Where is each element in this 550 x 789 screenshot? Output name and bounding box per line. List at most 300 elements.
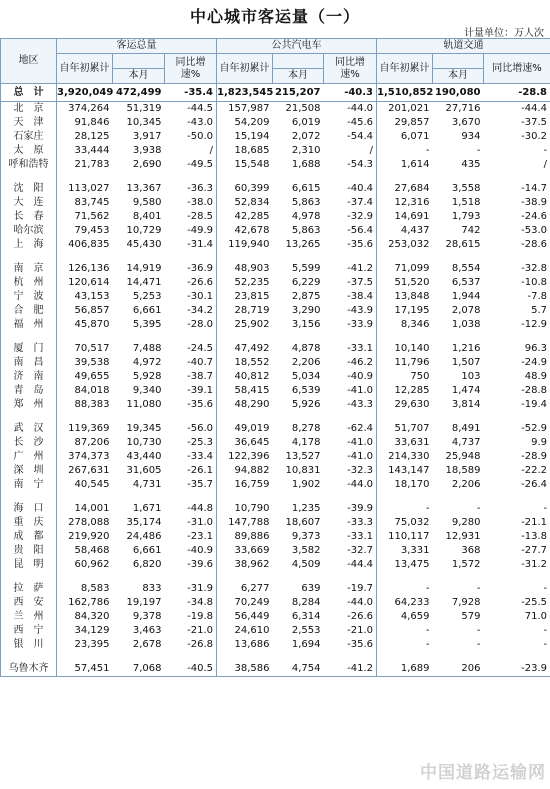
bus-yoy-cell: -35.6 [324,638,377,652]
region-name: 南 宁 [1,478,57,492]
bus-month-cell: 6,314 [291,611,321,622]
rail-month-cell: 1,793 [451,211,481,222]
rail-ytd-cell: 6,071 [400,131,430,142]
bus-ytd-cell: 48,290 [234,399,270,410]
total-ytd-cell: 45,870 [74,319,110,330]
bus-ytd-cell: 36,645 [234,437,270,448]
table-row [1,436,550,450]
total-yoy-cell: -26.8 [165,638,217,652]
rail-yoy-cell: - [484,144,550,158]
total-month-cell: 2,678 [132,639,162,650]
region-name: 拉 萨 [1,582,57,596]
region-name: 武 汉 [1,422,57,436]
total-ytd-cell: 374,264 [68,103,110,114]
rail-month-cell: - [476,583,481,594]
rail-ytd-cell: 4,659 [400,611,430,622]
table-row [1,398,550,412]
bus-month-cell: 4,754 [291,663,321,674]
bus-month-cell: 6,615 [291,183,321,194]
total-month-cell: 9,378 [132,611,162,622]
rail-yoy-cell: -14.7 [484,182,550,196]
bus-yoy-cell: -44.0 [324,102,377,117]
table-row [1,370,550,384]
total-month-cell: 10,729 [126,225,162,236]
total-ytd-cell: 14,001 [74,503,110,514]
total-month-cell: 5,253 [132,291,162,302]
rail-ytd-cell: 33,631 [394,437,430,448]
rail-month-cell: 3,814 [451,399,481,410]
total-ytd-cell: 113,027 [68,183,110,194]
bus-month-cell: 3,290 [291,305,321,316]
rail-ytd-cell: 75,032 [394,517,430,528]
rail-ytd-cell: 1,510,852 [377,84,433,102]
rail-month-cell: 18,589 [445,465,481,476]
region-name: 昆 明 [1,558,57,572]
row-spacer [1,332,550,342]
bus-ytd-cell: 60,399 [234,183,270,194]
region-name: 长 春 [1,210,57,224]
rail-yoy-cell: -53.0 [484,224,550,238]
total-yoy-cell: -26.6 [165,276,217,290]
rail-ytd-cell: 214,330 [388,451,430,462]
table-row [1,210,550,224]
region-name: 上 海 [1,238,57,252]
region-name: 哈尔滨 [1,224,57,238]
rail-yoy-cell: - [484,502,550,516]
bus-yoy-cell: -41.0 [324,450,377,464]
region-name: 石家庄 [1,130,57,144]
rail-month-cell: 1,474 [451,385,481,396]
bus-yoy-cell: -21.0 [324,624,377,638]
bus-month-cell: 1,902 [291,479,321,490]
row-spacer [1,572,550,582]
bus-ytd-cell: 54,209 [234,117,270,128]
region-name: 银 川 [1,638,57,652]
table-row [1,464,550,478]
rail-ytd-cell: 201,021 [388,103,430,114]
total-yoy-cell: -21.0 [165,624,217,638]
bus-ytd-cell: 38,962 [234,559,270,570]
region-name: 西 宁 [1,624,57,638]
header-bus-group: 公共汽电车 [217,39,377,54]
header-bus-month: 本月 [273,69,324,84]
rail-ytd-cell: 18,170 [394,479,430,490]
table-row [1,638,550,652]
rail-month-cell: 1,518 [451,197,481,208]
rail-month-cell: 934 [461,131,481,142]
table-row [1,304,550,318]
bus-ytd-cell: 52,235 [234,277,270,288]
rail-yoy-cell: -22.2 [484,464,550,478]
rail-yoy-cell: -28.9 [484,450,550,464]
total-ytd-cell: 406,835 [68,239,110,250]
rail-ytd-cell: - [425,625,430,636]
header-total-month: 本月 [113,69,165,84]
total-row [1,84,550,102]
total-ytd-cell: 267,631 [68,465,110,476]
bus-month-cell: 2,310 [291,145,321,156]
bus-yoy-cell: -33.9 [324,318,377,332]
rail-ytd-cell: 27,684 [394,183,430,194]
rail-ytd-cell: 8,346 [400,319,430,330]
rail-ytd-cell: 750 [410,371,430,382]
table-row [1,196,550,210]
total-ytd-cell: 8,583 [80,583,110,594]
bus-yoy-cell: -56.4 [324,224,377,238]
bus-yoy-cell: -33.1 [324,530,377,544]
total-month-cell: 4,731 [132,479,162,490]
rail-month-cell: 1,216 [451,343,481,354]
rail-month-cell: 3,670 [451,117,481,128]
bus-yoy-cell: -62.4 [324,422,377,436]
total-month-cell: 2,690 [132,159,162,170]
total-yoy-cell: -28.5 [165,210,217,224]
bus-ytd-cell: 119,940 [228,239,270,250]
bus-ytd-cell: 18,552 [234,357,270,368]
bus-month-cell: 6,539 [291,385,321,396]
region-name: 杭 州 [1,276,57,290]
header-spacer [113,54,165,69]
table-row [1,544,550,558]
rail-yoy-cell: -28.6 [484,238,550,252]
table-row [1,144,550,158]
total-ytd-cell: 84,320 [74,611,110,622]
total-yoy-cell: -40.9 [165,544,217,558]
total-yoy-cell: -50.0 [165,130,217,144]
rail-yoy-cell: -30.2 [484,130,550,144]
region-name: 呼和浩特 [1,158,57,172]
region-name: 深 圳 [1,464,57,478]
bus-month-cell: 1,694 [291,639,321,650]
rail-yoy-cell: -37.5 [484,116,550,130]
bus-ytd-cell: 70,249 [234,597,270,608]
rail-month-cell: 25,948 [445,451,481,462]
rail-yoy-cell: - [484,638,550,652]
total-month-cell: 4,972 [132,357,162,368]
rail-month-cell: 1,507 [451,357,481,368]
bus-yoy-cell: -44.4 [324,558,377,572]
table-row [1,516,550,530]
rail-yoy-cell: 9.9 [484,436,550,450]
total-ytd-cell: 28,125 [74,131,110,142]
total-yoy-cell: -23.1 [165,530,217,544]
bus-month-cell: 13,527 [285,451,321,462]
total-ytd-cell: 374,373 [68,451,110,462]
region-name: 总 计 [1,84,57,102]
rail-month-cell: 7,928 [451,597,481,608]
bus-yoy-cell: -32.9 [324,210,377,224]
bus-month-cell: 13,265 [285,239,321,250]
total-ytd-cell: 79,453 [74,225,110,236]
passenger-volume-table [0,38,550,677]
rail-yoy-cell: -28.8 [484,384,550,398]
total-yoy-cell: -44.8 [165,502,217,516]
bus-ytd-cell: 122,396 [228,451,270,462]
total-ytd-cell: 91,846 [74,117,110,128]
bus-month-cell: 3,156 [291,319,321,330]
bus-yoy-cell: -37.4 [324,196,377,210]
header-region: 地区 [1,39,57,84]
total-yoy-cell: -26.1 [165,464,217,478]
region-name: 南 京 [1,262,57,276]
table-row [1,610,550,624]
total-yoy-cell: -36.9 [165,262,217,276]
rail-yoy-cell: -10.8 [484,276,550,290]
table-body [1,84,550,677]
rail-yoy-cell: -12.9 [484,318,550,332]
bus-ytd-cell: 47,492 [234,343,270,354]
bus-ytd-cell: 33,669 [234,545,270,556]
region-name: 西 安 [1,596,57,610]
bus-ytd-cell: 24,610 [234,625,270,636]
rail-month-cell: 12,931 [445,531,481,542]
total-month-cell: 7,488 [132,343,162,354]
rail-month-cell: 1,038 [451,319,481,330]
total-month-cell: 6,661 [132,545,162,556]
bus-yoy-cell: -41.0 [324,436,377,450]
total-ytd-cell: 70,517 [74,343,110,354]
bus-month-cell: 4,878 [291,343,321,354]
bus-yoy-cell: -35.6 [324,238,377,252]
rail-month-cell: 2,078 [451,305,481,316]
table-row [1,224,550,238]
total-ytd-cell: 162,786 [68,597,110,608]
table-row [1,318,550,332]
total-yoy-cell: -43.0 [165,116,217,130]
rail-yoy-cell: -23.9 [484,662,550,677]
table-row [1,502,550,516]
bus-month-cell: 5,926 [291,399,321,410]
rail-yoy-cell: 5.7 [484,304,550,318]
table-row [1,384,550,398]
bus-yoy-cell: -43.3 [324,398,377,412]
rail-ytd-cell: 29,630 [394,399,430,410]
bus-month-cell: 1,235 [291,503,321,514]
table-header [1,39,550,84]
rail-month-cell: - [476,145,481,156]
rail-month-cell: 1,572 [451,559,481,570]
bus-month-cell: 21,508 [285,103,321,114]
total-ytd-cell: 56,857 [74,305,110,316]
rail-month-cell: 3,558 [451,183,481,194]
rail-ytd-cell: - [425,503,430,514]
bus-ytd-cell: 13,686 [234,639,270,650]
rail-ytd-cell: 13,848 [394,291,430,302]
total-month-cell: 6,820 [132,559,162,570]
header-total-ytd: 自年初累计 [57,54,113,84]
rail-yoy-cell: 71.0 [484,610,550,624]
region-name: 沈 阳 [1,182,57,196]
total-yoy-cell: -19.8 [165,610,217,624]
total-yoy-cell: -31.4 [165,238,217,252]
total-yoy-cell: -36.3 [165,182,217,196]
rail-ytd-cell: 4,437 [400,225,430,236]
table-row [1,116,550,130]
total-month-cell: 3,938 [132,145,162,156]
rail-ytd-cell: 1,689 [400,663,430,674]
rail-month-cell: 4,737 [451,437,481,448]
total-ytd-cell: 3,920,049 [57,84,113,102]
rail-yoy-cell: -27.7 [484,544,550,558]
rail-ytd-cell: 14,691 [394,211,430,222]
bus-yoy-cell: -40.9 [324,370,377,384]
total-ytd-cell: 60,962 [74,559,110,570]
bus-month-cell: 215,207 [273,84,324,102]
bus-ytd-cell: 1,823,545 [217,84,273,102]
rail-month-cell: 27,716 [445,103,481,114]
rail-month-cell: - [476,503,481,514]
bus-month-cell: 5,863 [291,225,321,236]
bus-yoy-cell: -38.4 [324,290,377,304]
bus-yoy-cell: -41.2 [324,662,377,677]
total-month-cell: 43,440 [126,451,162,462]
region-name: 厦 门 [1,342,57,356]
total-month-cell: 14,471 [126,277,162,288]
rail-ytd-cell: 12,316 [394,197,430,208]
table-row [1,102,550,117]
bus-month-cell: 2,875 [291,291,321,302]
total-ytd-cell: 40,545 [74,479,110,490]
header-bus-yoy: 同比增速% [324,54,377,84]
total-ytd-cell: 71,562 [74,211,110,222]
rail-month-cell: 28,615 [445,239,481,250]
bus-month-cell: 2,072 [291,131,321,142]
region-name: 兰 州 [1,610,57,624]
rail-yoy-cell: -38.9 [484,196,550,210]
bus-yoy-cell: -41.2 [324,262,377,276]
rail-ytd-cell: 17,195 [394,305,430,316]
rail-yoy-cell: -28.8 [484,84,550,102]
header-rail-ytd: 自年初累计 [377,54,433,84]
table-row [1,262,550,276]
total-yoy-cell: -25.3 [165,436,217,450]
total-ytd-cell: 84,018 [74,385,110,396]
bus-ytd-cell: 157,987 [228,103,270,114]
rail-ytd-cell: 12,285 [394,385,430,396]
region-name: 贵 阳 [1,544,57,558]
table-row [1,422,550,436]
header-total-group: 客运总量 [57,39,217,54]
bus-yoy-cell: -39.9 [324,502,377,516]
rail-yoy-cell: - [484,624,550,638]
total-month-cell: 11,080 [126,399,162,410]
bus-yoy-cell: -46.2 [324,356,377,370]
rail-ytd-cell: 1,614 [400,159,430,170]
total-month-cell: 1,671 [132,503,162,514]
total-month-cell: 5,928 [132,371,162,382]
bus-ytd-cell: 38,586 [234,663,270,674]
table-row [1,596,550,610]
rail-month-cell: 190,080 [433,84,484,102]
rail-month-cell: 579 [461,611,481,622]
bus-ytd-cell: 15,194 [234,131,270,142]
rail-yoy-cell: -24.6 [484,210,550,224]
table-row [1,158,550,172]
region-name: 长 沙 [1,436,57,450]
header-rail-yoy: 同比增速% [484,54,550,84]
bus-month-cell: 18,607 [285,517,321,528]
row-spacer [1,172,550,182]
total-yoy-cell: -35.7 [165,478,217,492]
rail-month-cell: 742 [461,225,481,236]
rail-ytd-cell: - [425,583,430,594]
table-row [1,276,550,290]
bus-yoy-cell: -40.3 [324,84,377,102]
rail-ytd-cell: 253,032 [388,239,430,250]
rail-month-cell: 9,280 [451,517,481,528]
table-row [1,238,550,252]
rail-yoy-cell: -31.2 [484,558,550,572]
total-yoy-cell: -33.4 [165,450,217,464]
bus-ytd-cell: 147,788 [228,517,270,528]
total-month-cell: 51,319 [126,103,162,114]
bus-yoy-cell: -54.4 [324,130,377,144]
rail-yoy-cell: -52.9 [484,422,550,436]
total-month-cell: 35,174 [126,517,162,528]
total-ytd-cell: 219,920 [68,531,110,542]
bus-ytd-cell: 40,812 [234,371,270,382]
total-month-cell: 24,486 [126,531,162,542]
bus-yoy-cell: -33.1 [324,342,377,356]
region-name: 乌鲁木齐 [1,662,57,677]
table-row [1,478,550,492]
bus-ytd-cell: 18,685 [234,145,270,156]
rail-ytd-cell: - [425,639,430,650]
rail-yoy-cell: - [484,582,550,596]
rail-yoy-cell: -32.8 [484,262,550,276]
region-name: 成 都 [1,530,57,544]
rail-ytd-cell: - [425,145,430,156]
bus-month-cell: 4,178 [291,437,321,448]
bus-ytd-cell: 48,903 [234,263,270,274]
total-yoy-cell: -56.0 [165,422,217,436]
table-row [1,582,550,596]
total-month-cell: 19,345 [126,423,162,434]
bus-ytd-cell: 10,790 [234,503,270,514]
table-row [1,624,550,638]
bus-ytd-cell: 49,019 [234,423,270,434]
bus-month-cell: 8,284 [291,597,321,608]
rail-month-cell: 435 [461,159,481,170]
bus-month-cell: 5,599 [291,263,321,274]
rail-month-cell: 1,944 [451,291,481,302]
rail-month-cell: 8,491 [451,423,481,434]
total-yoy-cell: -40.5 [165,662,217,677]
total-yoy-cell: -39.1 [165,384,217,398]
total-yoy-cell: -49.5 [165,158,217,172]
region-name: 福 州 [1,318,57,332]
bus-ytd-cell: 94,882 [234,465,270,476]
bus-yoy-cell: -44.0 [324,596,377,610]
bus-yoy-cell: -37.5 [324,276,377,290]
rail-yoy-cell: 96.3 [484,342,550,356]
table-row [1,290,550,304]
header-spacer [433,54,484,69]
total-yoy-cell: -31.0 [165,516,217,530]
region-name: 海 口 [1,502,57,516]
total-ytd-cell: 43,153 [74,291,110,302]
total-ytd-cell: 83,745 [74,197,110,208]
total-month-cell: 14,919 [126,263,162,274]
rail-yoy-cell: -26.4 [484,478,550,492]
rail-yoy-cell: / [484,158,550,172]
bus-yoy-cell: -41.0 [324,384,377,398]
row-spacer [1,492,550,502]
rail-yoy-cell: -19.4 [484,398,550,412]
bus-month-cell: 2,206 [291,357,321,368]
total-month-cell: 833 [142,583,162,594]
rail-ytd-cell: 13,475 [394,559,430,570]
